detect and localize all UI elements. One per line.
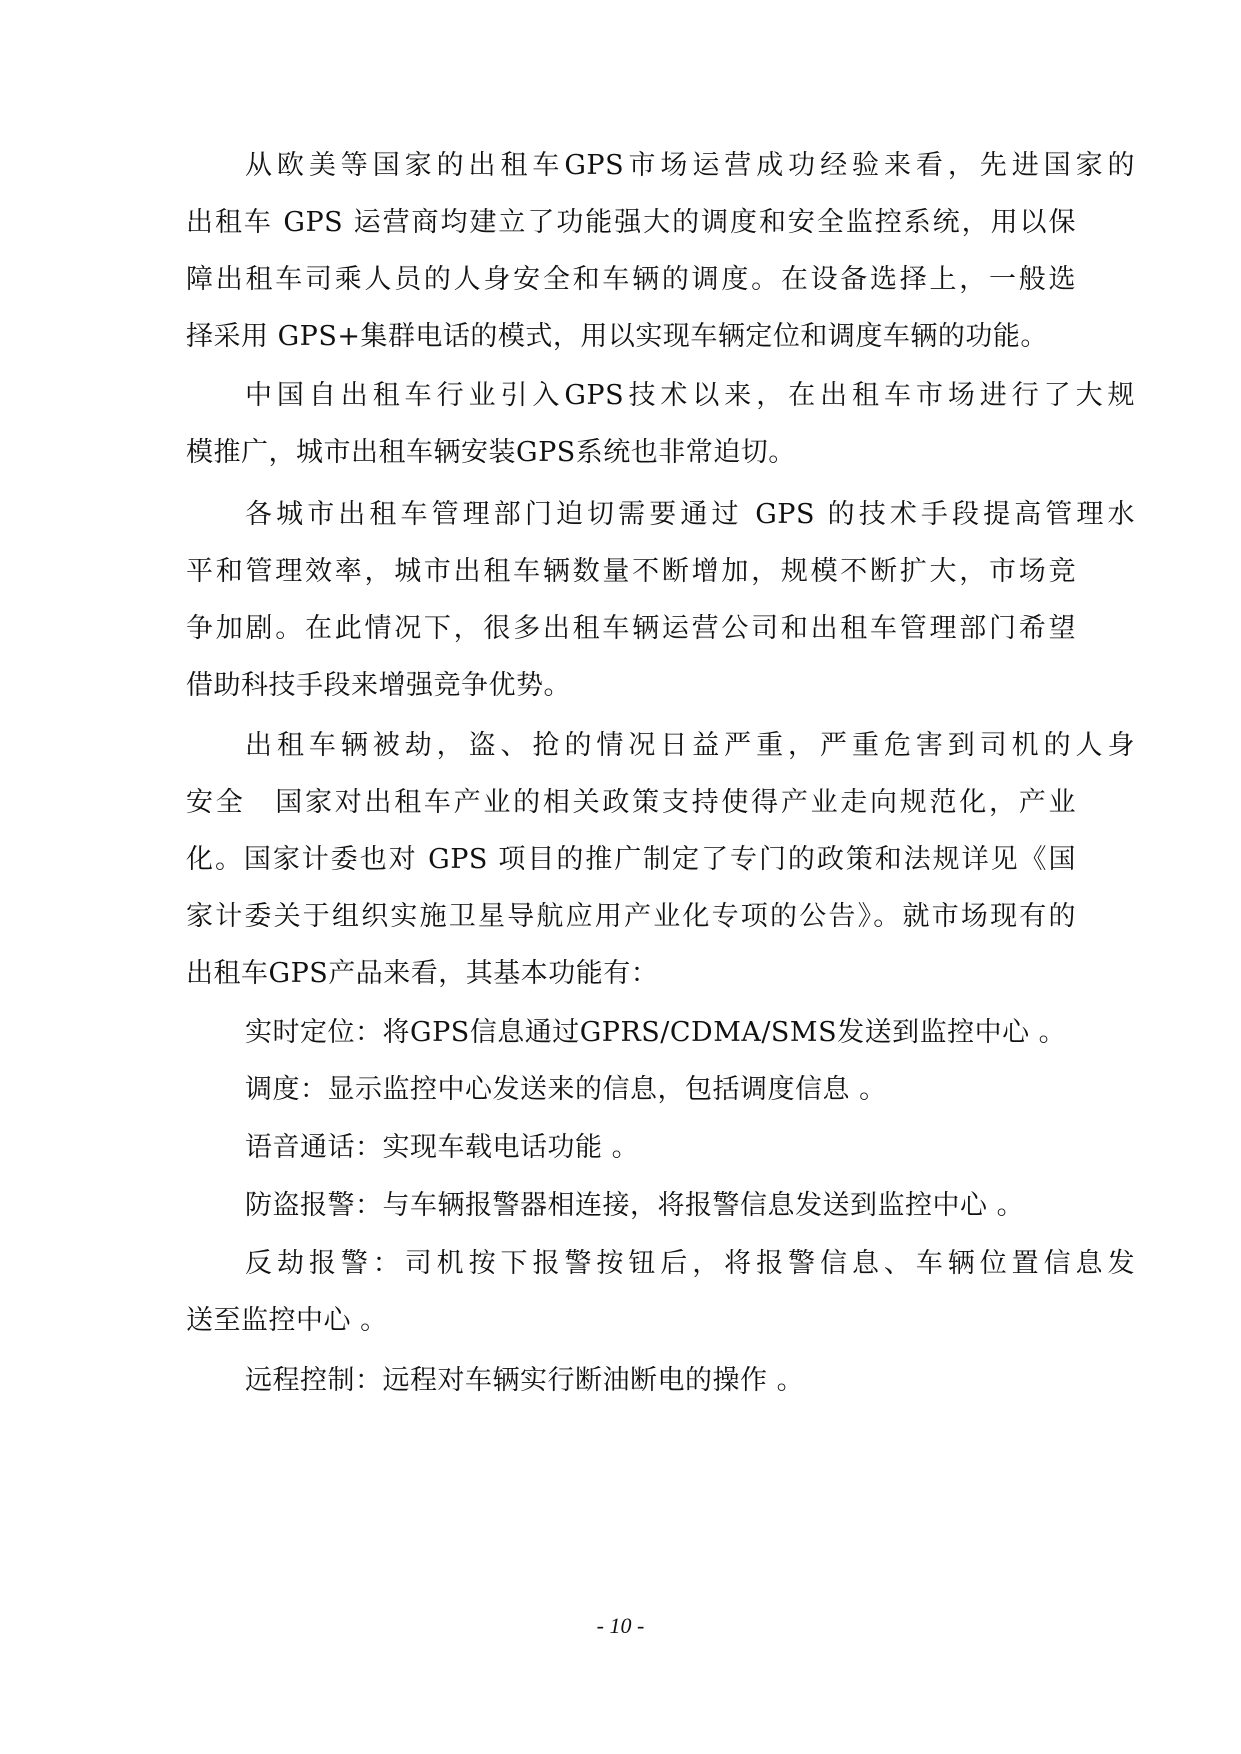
paragraph-4-line-2: 安全 国家对出租车产业的相关政策支持使得产业走向规范化，产业 — [186, 787, 1076, 818]
feature-anti-theft-alarm: 防盗报警：与车辆报警器相连接，将报警信息发送到监控中心 。 — [245, 1190, 1025, 1221]
paragraph-4-line-1: 出租车辆被劫，盗、抢的情况日益严重，严重危害到司机的人身 — [245, 730, 1135, 761]
feature-remote-control: 远程控制：远程对车辆实行断油断电的操作 。 — [245, 1365, 805, 1396]
paragraph-1-line-3: 障出租车司乘人员的人身安全和车辆的调度。在设备选择上，一般选 — [186, 264, 1076, 295]
paragraph-1-line-2: 出租车 GPS 运营商均建立了功能强大的调度和安全监控系统，用以保 — [186, 207, 1076, 238]
feature-realtime-positioning: 实时定位：将GPS信息通过GPRS/CDMA/SMS发送到监控中心 。 — [245, 1017, 1067, 1048]
feature-anti-robbery-alarm-line-1: 反劫报警：司机按下报警按钮后，将报警信息、车辆位置信息发 — [245, 1248, 1135, 1279]
paragraph-2-line-2: 模推广，城市出租车辆安装GPS系统也非常迫切。 — [186, 437, 796, 468]
paragraph-1-line-4: 择采用 GPS+集群电话的模式，用以实现车辆定位和调度车辆的功能。 — [186, 321, 1048, 352]
paragraph-3-line-2: 平和管理效率，城市出租车辆数量不断增加，规模不断扩大，市场竞 — [186, 556, 1076, 587]
paragraph-1-line-1: 从欧美等国家的出租车GPS市场运营成功经验来看，先进国家的 — [245, 150, 1135, 181]
feature-anti-robbery-alarm-line-2: 送至监控中心 。 — [186, 1305, 388, 1336]
feature-voice-call: 语音通话：实现车载电话功能 。 — [245, 1132, 640, 1163]
paragraph-3-line-4: 借助科技手段来增强竞争优势。 — [186, 670, 571, 701]
paragraph-3-line-1: 各城市出租车管理部门迫切需要通过 GPS 的技术手段提高管理水 — [245, 499, 1135, 530]
paragraph-4-line-5: 出租车GPS产品来看，其基本功能有： — [186, 958, 659, 989]
paragraph-4-line-3: 化。国家计委也对 GPS 项目的推广制定了专门的政策和法规详见《国 — [186, 844, 1076, 875]
page-number: - 10 - — [596, 1613, 645, 1638]
paragraph-4-line-4: 家计委关于组织实施卫星导航应用产业化专项的公告》。就市场现有的 — [186, 901, 1076, 932]
feature-dispatch: 调度：显示监控中心发送来的信息，包括调度信息 。 — [245, 1074, 887, 1105]
paragraph-3-line-3: 争加剧。在此情况下，很多出租车辆运营公司和出租车管理部门希望 — [186, 613, 1076, 644]
paragraph-2-line-1: 中国自出租车行业引入GPS技术以来，在出租车市场进行了大规 — [245, 380, 1135, 411]
